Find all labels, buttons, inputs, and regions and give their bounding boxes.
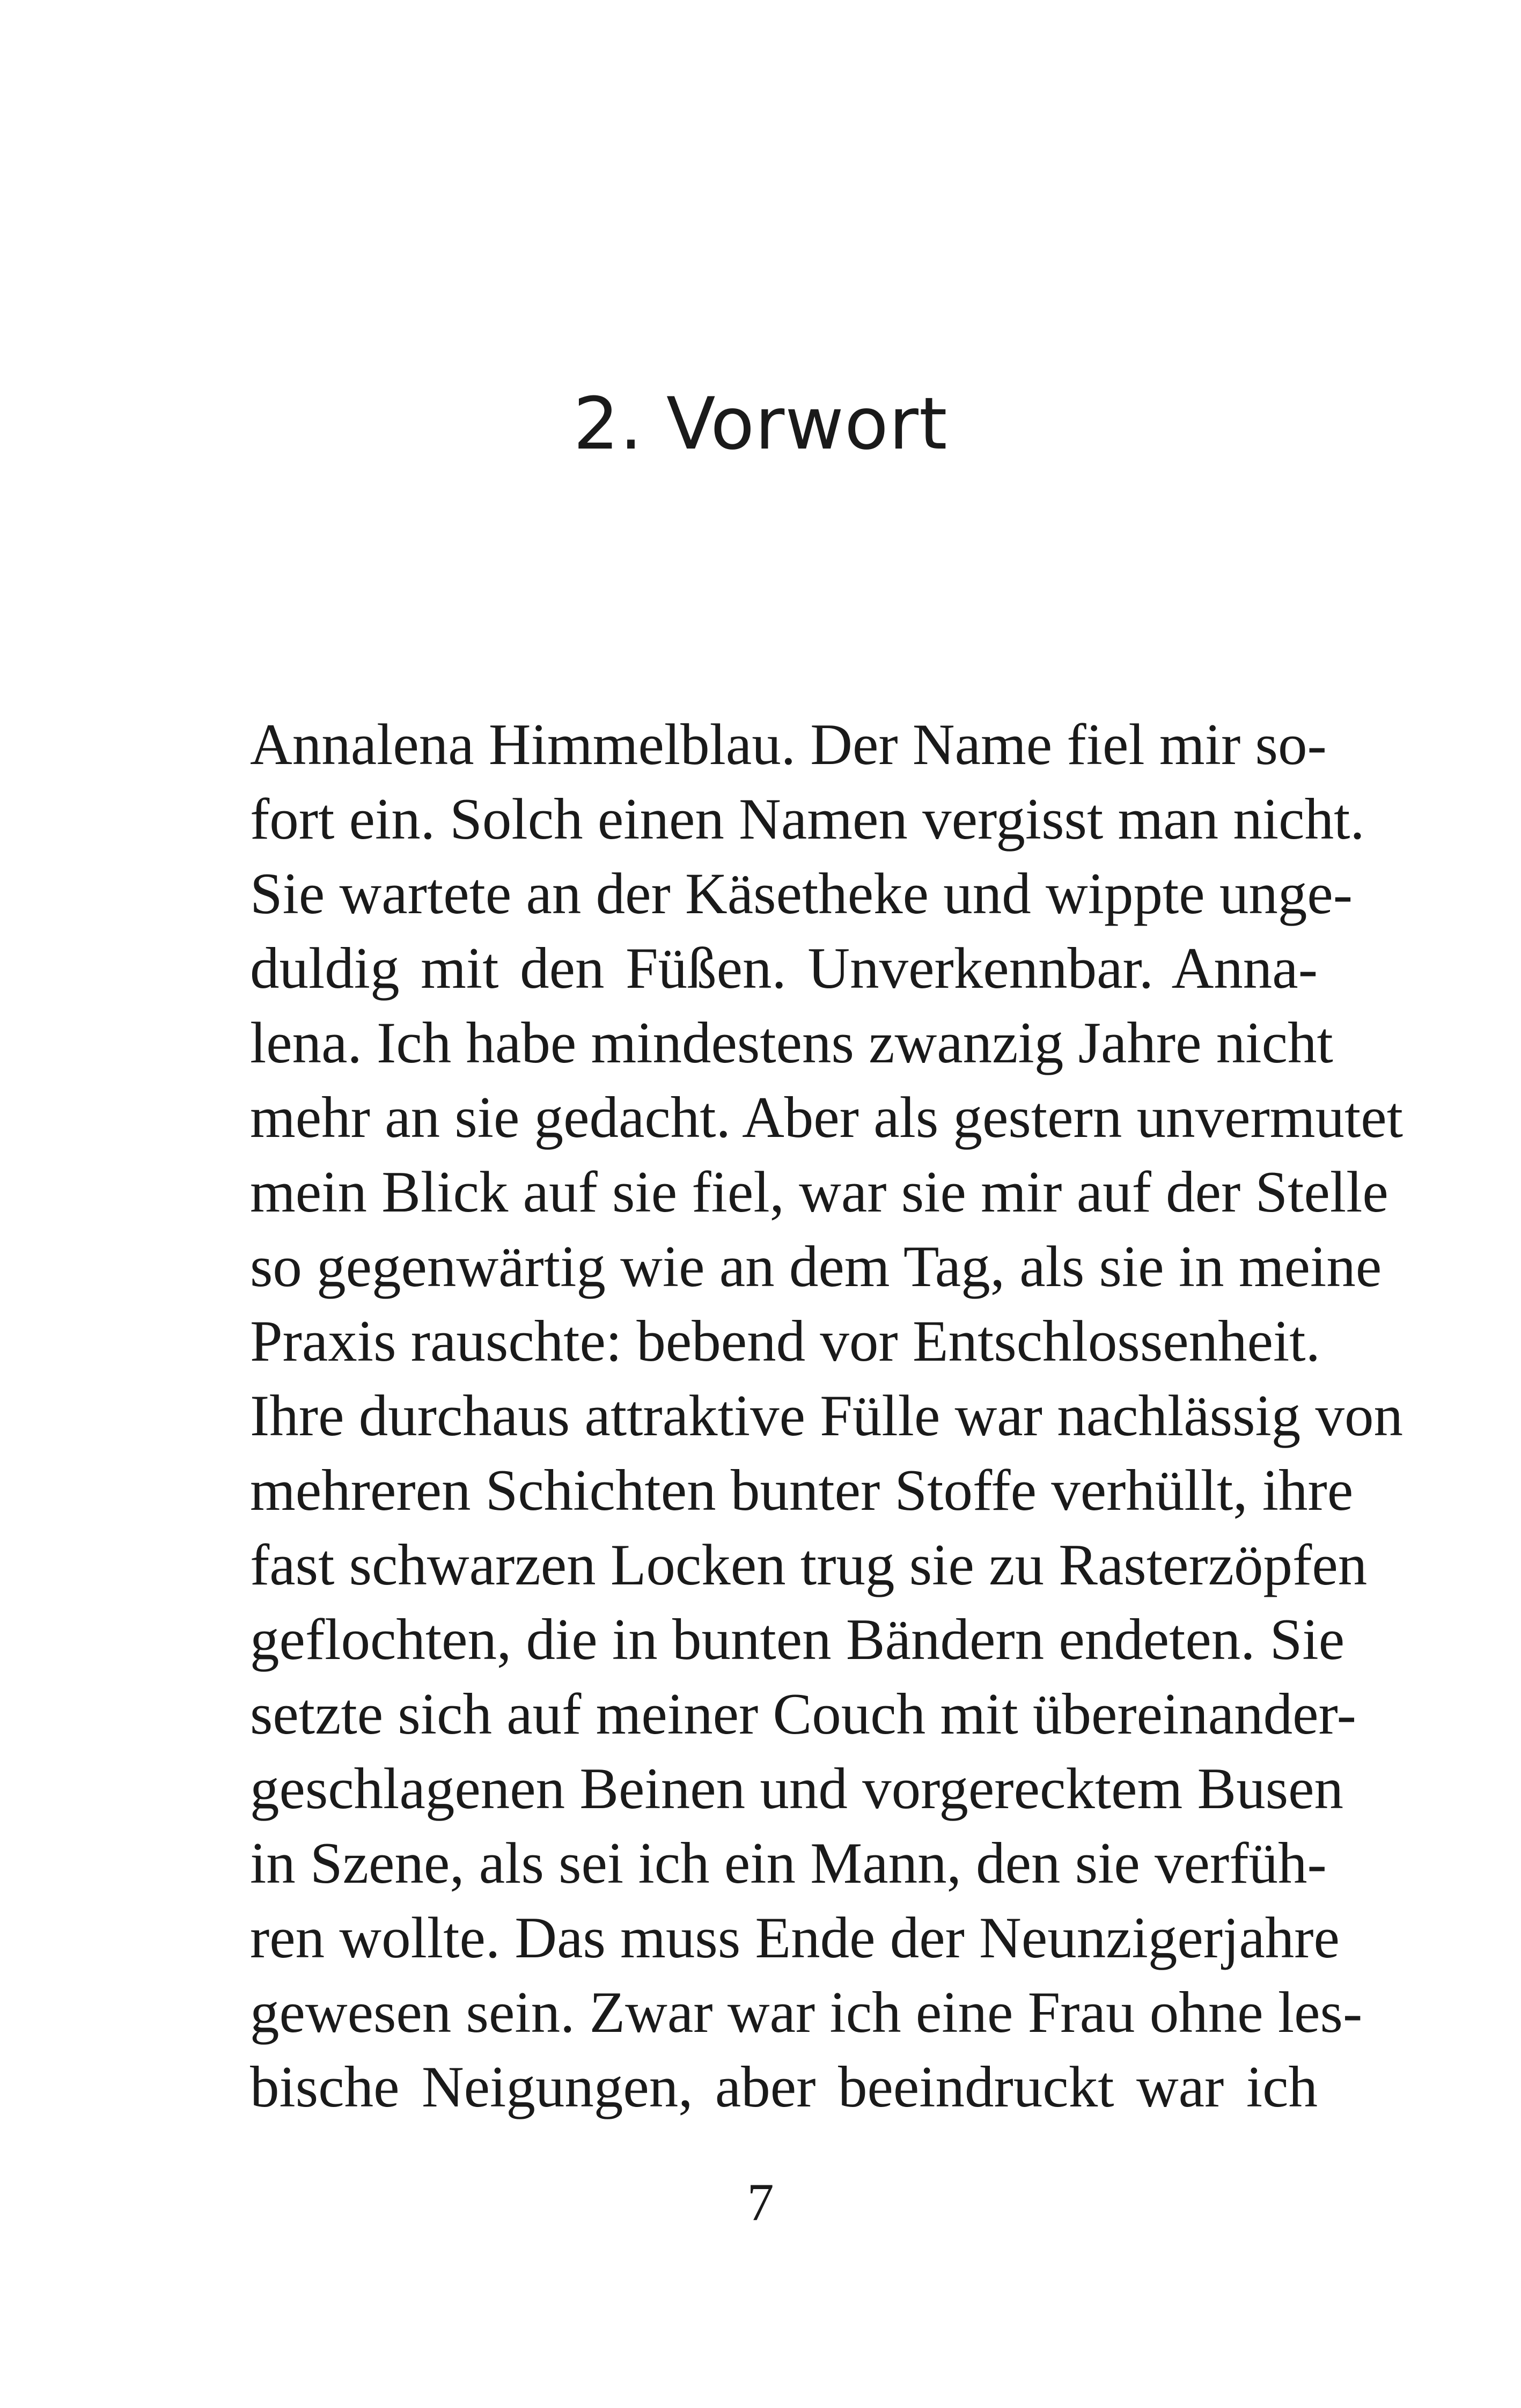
text-line: Ihre durchaus attraktive Fülle war nachlässig von <box>250 1383 1404 1448</box>
text-line: geflochten, die in bunten Bändern endeten. Sie <box>250 1607 1345 1672</box>
text-line: setzte sich auf meiner Couch mit übereinander- <box>250 1682 1356 1746</box>
text-line: Sie wartete an der Käsetheke und wippte unge- <box>250 861 1353 926</box>
text-line: fort ein. Solch einen Namen vergisst man nicht. <box>250 787 1365 851</box>
text-line: mehreren Schichten bunter Stoffe verhüllt, ihre <box>250 1458 1354 1523</box>
text-line: lena. Ich habe mindestens zwanzig Jahre nicht <box>250 1010 1333 1075</box>
page-number: 7 <box>747 2172 774 2232</box>
text-line: ren wollte. Das muss Ende der Neunzigerjahre <box>250 1905 1340 1970</box>
text-line: in Szene, als sei ich ein Mann, den sie verfüh- <box>250 1831 1327 1896</box>
chapter-title: 2. Vorwort <box>573 382 948 466</box>
text-line: duldig mit den Füßen. Unverkennbar. Anna- <box>250 936 1318 1001</box>
text-line: bische Neigungen, aber beeindruckt war ich <box>250 2054 1318 2119</box>
text-line: mehr an sie gedacht. Aber als gestern unvermutet <box>250 1085 1403 1150</box>
text-line: Annalena Himmelblau. Der Name fiel mir so- <box>250 712 1327 777</box>
text-line: geschlagenen Beinen und vorgerecktem Busen <box>250 1756 1344 1821</box>
text-line: Praxis rauschte: bebend vor Entschlossenheit. <box>250 1309 1320 1374</box>
text-line: so gegenwärtig wie an dem Tag, als sie in meine <box>250 1234 1382 1299</box>
text-line: fast schwarzen Locken trug sie zu Rasterzöpfen <box>250 1532 1368 1597</box>
body-text <box>250 707 1404 2124</box>
text-line: mein Blick auf sie fiel, war sie mir auf der Stelle <box>250 1159 1388 1224</box>
text-line: gewesen sein. Zwar war ich eine Frau ohne les- <box>250 1980 1363 2045</box>
